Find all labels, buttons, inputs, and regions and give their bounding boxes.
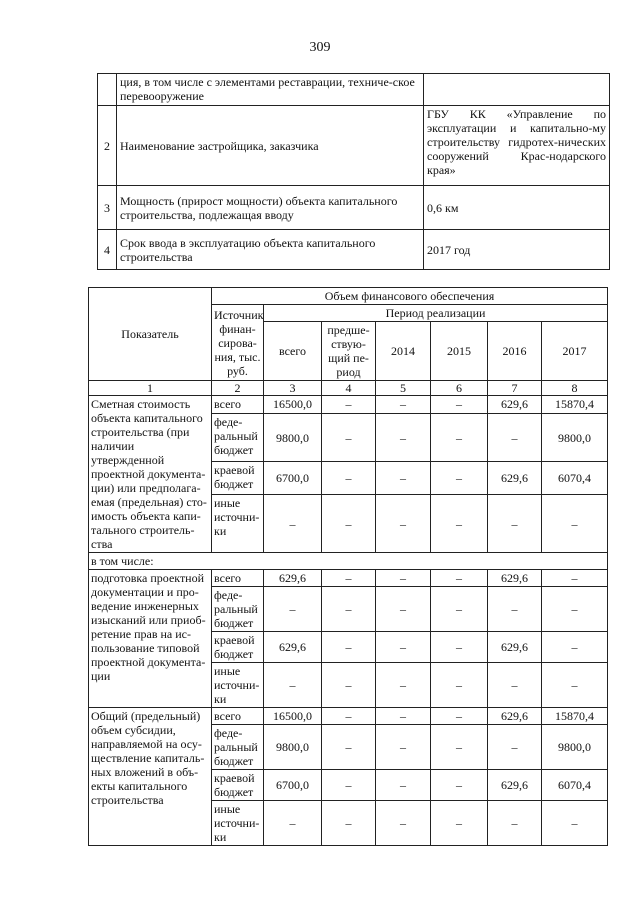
value-cell: 16500,0 bbox=[264, 396, 322, 414]
value-cell: 6070,4 bbox=[542, 462, 608, 495]
row-value: ГБУ КК «Управление по эксплуатации и капитально-му строительству гидротех-нических сооружений Крас-нодарского края» bbox=[424, 106, 610, 186]
header-year: 2017 bbox=[542, 322, 608, 381]
value-cell: – bbox=[431, 462, 488, 495]
value-cell: 629,6 bbox=[488, 770, 542, 801]
table-row bbox=[98, 230, 610, 270]
value-cell: 15870,4 bbox=[542, 708, 608, 725]
value-cell: – bbox=[322, 396, 376, 414]
table-row bbox=[89, 570, 608, 587]
including-label: в том числе: bbox=[89, 553, 608, 570]
value-cell: – bbox=[542, 495, 608, 553]
value-cell: – bbox=[431, 587, 488, 632]
value-cell: – bbox=[264, 587, 322, 632]
value-cell: – bbox=[322, 462, 376, 495]
value-cell: – bbox=[431, 725, 488, 770]
value-cell: – bbox=[488, 663, 542, 708]
value-cell: – bbox=[322, 770, 376, 801]
source-label: феде-ральный бюджет bbox=[212, 587, 264, 632]
header-total: всего bbox=[264, 322, 322, 381]
column-number-row bbox=[89, 381, 608, 396]
value-cell: 6700,0 bbox=[264, 462, 322, 495]
value-cell: – bbox=[488, 495, 542, 553]
value-cell: – bbox=[322, 725, 376, 770]
header-year: 2016 bbox=[488, 322, 542, 381]
value-cell: – bbox=[376, 801, 431, 846]
value-cell: 9800,0 bbox=[542, 725, 608, 770]
value-cell: – bbox=[376, 587, 431, 632]
column-number: 1 bbox=[89, 381, 212, 396]
value-cell: – bbox=[322, 495, 376, 553]
indicator-label: подготовка проектной документации и про-ведение инженерных изысканий или приоб-ретение прав на ис-пользование типовой проектной документа-ции bbox=[89, 570, 212, 708]
value-cell: – bbox=[264, 663, 322, 708]
value-cell: – bbox=[488, 725, 542, 770]
value-cell: – bbox=[431, 663, 488, 708]
source-label: феде-ральный бюджет bbox=[212, 414, 264, 462]
value-cell: – bbox=[431, 396, 488, 414]
header-year: 2014 bbox=[376, 322, 431, 381]
column-number: 2 bbox=[212, 381, 264, 396]
table-row bbox=[98, 106, 610, 186]
value-cell: – bbox=[431, 801, 488, 846]
value-cell: – bbox=[542, 587, 608, 632]
value-cell: – bbox=[431, 708, 488, 725]
source-label: краевой бюджет bbox=[212, 462, 264, 495]
table-row bbox=[98, 74, 610, 106]
header-main: Объем финансового обеспечения bbox=[212, 288, 608, 305]
value-cell: – bbox=[431, 770, 488, 801]
header-source: Источник финан-сирова-ния, тыс. руб. bbox=[212, 305, 264, 381]
value-cell: – bbox=[488, 587, 542, 632]
row-number bbox=[98, 74, 117, 106]
row-number: 3 bbox=[98, 186, 117, 230]
value-cell: – bbox=[431, 570, 488, 587]
source-label: феде-ральный бюджет bbox=[212, 725, 264, 770]
value-cell: – bbox=[488, 414, 542, 462]
column-number: 7 bbox=[488, 381, 542, 396]
column-number: 4 bbox=[322, 381, 376, 396]
value-cell: 16500,0 bbox=[264, 708, 322, 725]
column-number: 3 bbox=[264, 381, 322, 396]
row-value: 0,6 км bbox=[424, 186, 610, 230]
value-cell: 629,6 bbox=[264, 570, 322, 587]
row-label: Мощность (прирост мощности) объекта капитального строительства, подлежащая вводу bbox=[117, 186, 424, 230]
value-cell: – bbox=[322, 632, 376, 663]
value-cell: 6700,0 bbox=[264, 770, 322, 801]
row-number: 4 bbox=[98, 230, 117, 270]
table-row bbox=[89, 553, 608, 570]
source-label: иные источни-ки bbox=[212, 495, 264, 553]
value-cell: – bbox=[322, 570, 376, 587]
table-row bbox=[89, 708, 608, 725]
value-cell: – bbox=[431, 495, 488, 553]
value-cell: 629,6 bbox=[488, 632, 542, 663]
row-label: Наименование застройщика, заказчика bbox=[117, 106, 424, 186]
value-cell: 9800,0 bbox=[542, 414, 608, 462]
financing-table bbox=[88, 287, 608, 846]
value-cell: – bbox=[376, 414, 431, 462]
value-cell: 629,6 bbox=[488, 708, 542, 725]
column-number: 5 bbox=[376, 381, 431, 396]
value-cell: 629,6 bbox=[488, 570, 542, 587]
value-cell: – bbox=[376, 663, 431, 708]
source-label: всего bbox=[212, 708, 264, 725]
value-cell: – bbox=[264, 495, 322, 553]
row-number: 2 bbox=[98, 106, 117, 186]
value-cell: – bbox=[376, 632, 431, 663]
value-cell: – bbox=[376, 462, 431, 495]
value-cell: 9800,0 bbox=[264, 725, 322, 770]
value-cell: 629,6 bbox=[264, 632, 322, 663]
header-indicator: Показатель bbox=[89, 288, 212, 381]
row-label: Срок ввода в эксплуатацию объекта капитального строительства bbox=[117, 230, 424, 270]
source-label: всего bbox=[212, 570, 264, 587]
value-cell: – bbox=[542, 632, 608, 663]
indicator-label: Сметная стоимость объекта капитального строительства (при наличии утвержденной проектной документа-ции) или предполага-емая (предельная) сто-имость объекта капи-тального строитель-ства bbox=[89, 396, 212, 553]
value-cell: – bbox=[322, 414, 376, 462]
indicator-label: Общий (предельный) объем субсидии, направляемой на осу-ществление капиталь-ных вложений в объ-екты капитального строительства bbox=[89, 708, 212, 846]
header-row bbox=[89, 288, 608, 305]
value-cell: – bbox=[431, 414, 488, 462]
table-row bbox=[89, 396, 608, 414]
value-cell: – bbox=[376, 396, 431, 414]
header-year: 2015 bbox=[431, 322, 488, 381]
value-cell: 629,6 bbox=[488, 396, 542, 414]
value-cell: – bbox=[322, 708, 376, 725]
value-cell: – bbox=[488, 801, 542, 846]
value-cell: – bbox=[322, 801, 376, 846]
source-label: иные источни-ки bbox=[212, 801, 264, 846]
table-row bbox=[98, 186, 610, 230]
value-cell: – bbox=[376, 495, 431, 553]
value-cell: – bbox=[376, 770, 431, 801]
passport-table bbox=[97, 73, 610, 270]
column-number: 8 bbox=[542, 381, 608, 396]
value-cell: 15870,4 bbox=[542, 396, 608, 414]
value-cell: – bbox=[322, 587, 376, 632]
value-cell: – bbox=[264, 801, 322, 846]
source-label: иные источни-ки bbox=[212, 663, 264, 708]
value-cell: – bbox=[542, 570, 608, 587]
value-cell: 6070,4 bbox=[542, 770, 608, 801]
header-previous: предше-ствую-щий пе-риод bbox=[322, 322, 376, 381]
header-period: Период реализации bbox=[264, 305, 608, 322]
row-value: 2017 год bbox=[424, 230, 610, 270]
value-cell: – bbox=[376, 725, 431, 770]
source-label: краевой бюджет bbox=[212, 632, 264, 663]
row-value bbox=[424, 74, 610, 106]
source-label: всего bbox=[212, 396, 264, 414]
row-label: ция, в том числе с элементами реставрации, техниче-ское перевооружение bbox=[117, 74, 424, 106]
column-number: 6 bbox=[431, 381, 488, 396]
value-cell: 629,6 bbox=[488, 462, 542, 495]
value-cell: 9800,0 bbox=[264, 414, 322, 462]
value-cell: – bbox=[376, 708, 431, 725]
value-cell: – bbox=[431, 632, 488, 663]
source-label: краевой бюджет bbox=[212, 770, 264, 801]
value-cell: – bbox=[322, 663, 376, 708]
value-cell: – bbox=[542, 663, 608, 708]
value-cell: – bbox=[542, 801, 608, 846]
value-cell: – bbox=[376, 570, 431, 587]
page-number: 309 bbox=[309, 40, 331, 55]
